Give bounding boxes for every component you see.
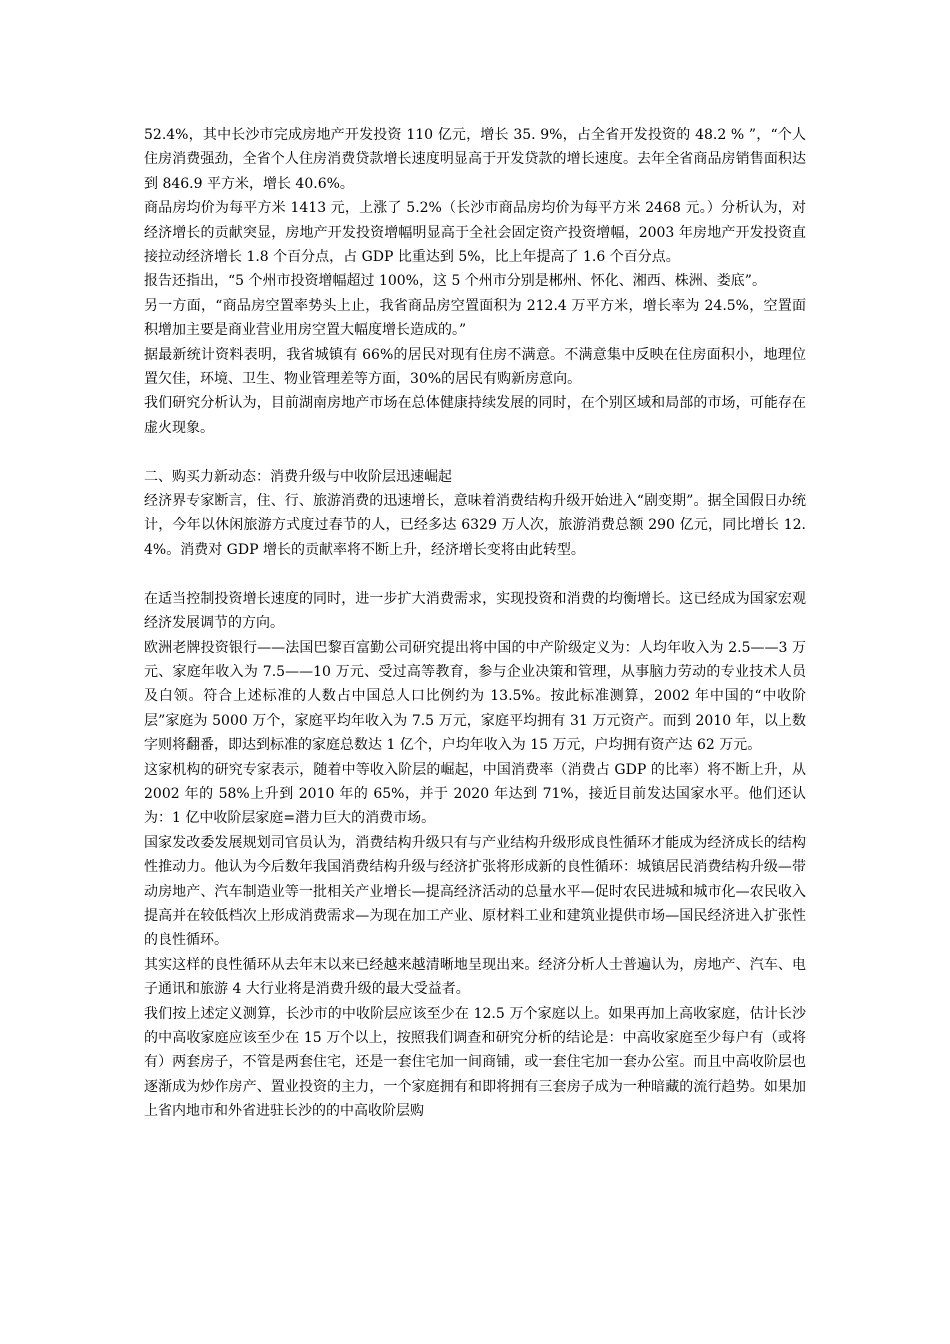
paragraph: 经济界专家断言，住、行、旅游消费的迅速增长，意味着消费结构升级开始进入“剧变期”。据全国假日办统计，今年以休闲旅游方式度过春节的人，已经多达 6329 万人次，旅游消费总额 290 亿元，同比增长 12.4%。消费对 GDP 增长的贡献率将不断上升，经济增长变将由此转型。 [144, 493, 806, 558]
section-heading: 二、购买力新动态：消费升级与中收阶层迅速崛起 [144, 468, 452, 485]
paragraph: 商品房均价为每平方米 1413 元，上涨了 5.2%（长沙市商品房均价为每平方米 2468 元。）分析认为，对经济增长的贡献突显，房地产开发投资增幅明显高于全社会固定资产投资增幅，2003 年房地产开发投资直接拉动经济增长 1.8 个百分点，占 GDP 比重达到 5%，比上年提高了 1.6 个百分点。 [144, 200, 806, 266]
paragraph: 在适当控制投资增长速度的同时，进一步扩大消费需求，实现投资和消费的均衡增长。这已经成为国家宏观经济发展调节的方向。 [144, 590, 806, 632]
paragraph: 我们按上述定义测算，长沙市的中收阶层应该至少在 12.5 万个家庭以上。如果再加上高收家庭，估计长沙的中高收家庭应该至少在 15 万个以上，按照我们调查和研究分析的结论是：中高收家庭至少每户有（或将有）两套房子，不管是两套住宅，还是一套住宅加一间商铺，或一套住宅加一套办公室。而且中高收阶层也逐渐成为炒作房产、置业投资的主力，一个家庭拥有和即将拥有三套房子成为一种暗藏的流行趋势。如果加上省内地市和外省进驻长沙的的中高收阶层购 [144, 1005, 806, 1120]
paragraph: 欧洲老牌投资银行——法国巴黎百富勤公司研究提出将中国的中产阶级定义为：人均年收入为 2.5——3 万元、家庭年收入为 7.5——10 万元、受过高等教育，参与企业决策和管理，从事脑力劳动的专业技术人员及白领。符合上述标准的人数占中国总人口比例约为 13.5%。按此标准测算，2002 年中国的“中收阶层”家庭为 5000 万个，家庭平均年收入为 7.5 万元，家庭平均拥有 31 万元资产。而到 2010 年，以上数字则将翻番，即达到标准的家庭总数达 1 亿个，户均年收入为 15 万元，户均拥有资产达 62 万元。 [144, 639, 806, 754]
paragraph: 据最新统计资料表明，我省城镇有 66%的居民对现有住房不满意。不满意集中反映在住房面积小，地理位置欠佳，环境、卫生、物业管理差等方面，30%的居民有购新房意向。 [144, 346, 806, 388]
blank-line [144, 562, 806, 586]
paragraph: 这家机构的研究专家表示，随着中等收入阶层的崛起，中国消费率（消费占 GDP 的比率）将不断上升，从 2002 年的 58%上升到 2010 年的 65%，并于 2020 年达到 71%，接近目前发达国家水平。他们还认为：1 亿中收阶层家庭=潜力巨大的消费市场。 [144, 761, 806, 827]
paragraph: 国家发改委发展规划司官员认为，消费结构升级只有与产业结构升级形成良性循环才能成为经济成长的结构性推动力。他认为今后数年我国消费结构升级与经济扩张将形成新的良性循环：城镇居民消费结构升级—带动房地产、汽车制造业等一批相关产业增长—提高经济活动的总量水平—促时农民进城和城市化—农民收入提高并在较低档次上形成消费需求—为现在加工产业、原材料工业和建筑业提供市场—国民经济进入扩张性的良性循环。 [144, 834, 806, 949]
document-body [144, 123, 806, 1124]
paragraph: 我们研究分析认为，目前湖南房地产市场在总体健康持续发展的同时，在个别区域和局部的市场，可能存在虚火现象。 [144, 395, 806, 436]
paragraph: 另一方面，“商品房空置率势头上止，我省商品房空置面积为 212.4 万平方米，增长率为 24.5%，空置面积增加主要是商业营业用房空置大幅度增长造成的。” [144, 297, 806, 339]
blank-line [144, 440, 806, 464]
paragraph: 报告还指出，“5 个州市投资增幅超过 100%，这 5 个州市分别是郴州、怀化、湘西、株洲、娄底”。 [144, 273, 766, 290]
paragraph: 52.4%，其中长沙市完成房地产开发投资 110 亿元，增长 35. 9%，占全省开发投资的 48.2 % ”，“个人住房消费强劲，全省个人住房消费贷款增长速度明显高于开发贷款的增长速度。去年全省商品房销售面积达到 846.9 平方米，增长 40.6%。 [144, 127, 806, 192]
paragraph: 其实这样的良性循环从去年末以来已经越来越清晰地呈现出来。经济分析人士普遍认为，房地产、汽车、电子通讯和旅游 4 大行业将是消费升级的最大受益者。 [144, 956, 806, 998]
